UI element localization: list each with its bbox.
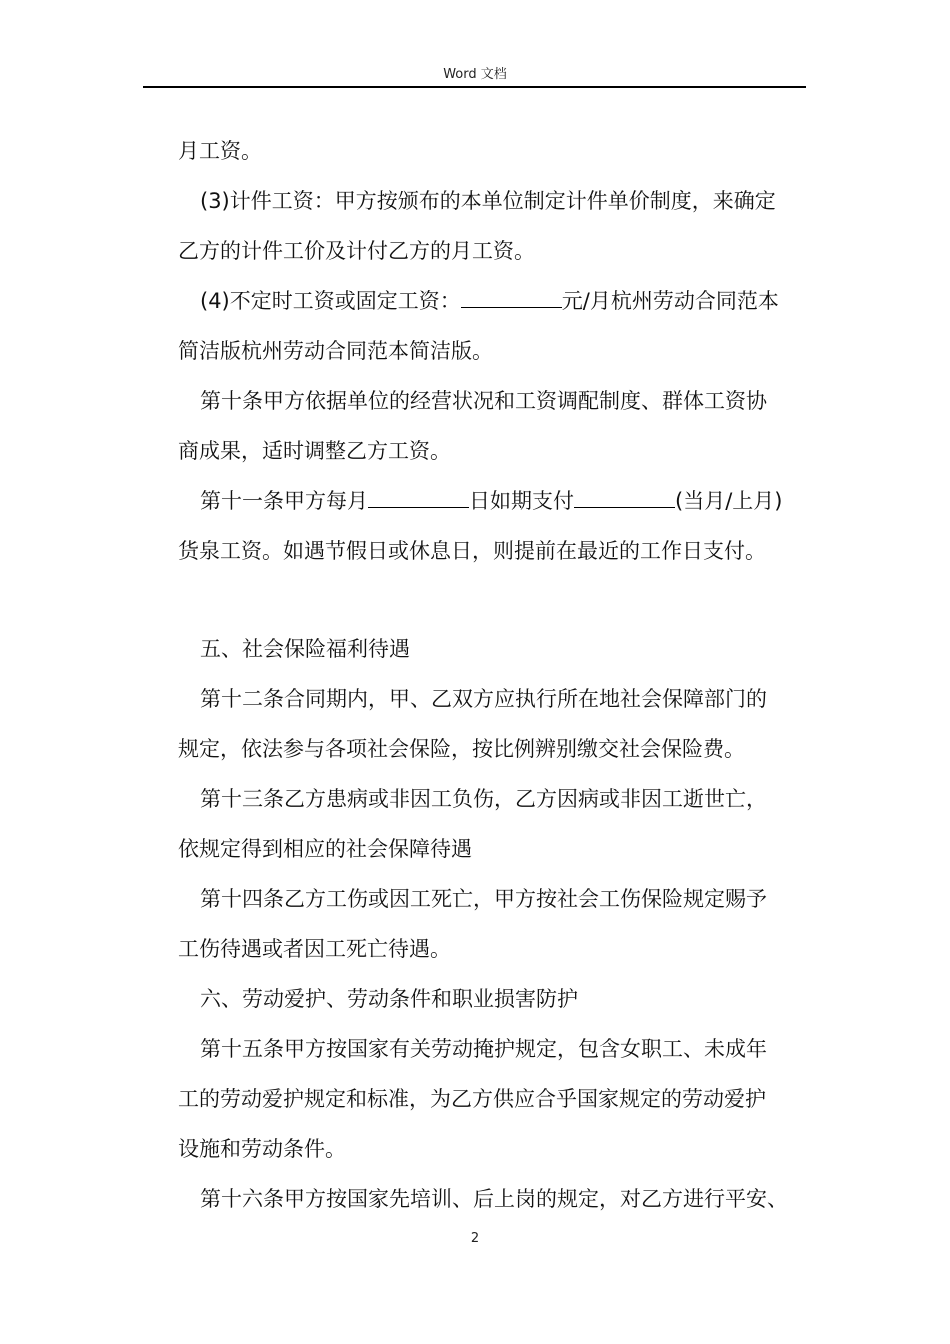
paragraph-line: 第十四条乙方工伤或因工死亡，甲方按社会工伤保险规定赐予 (200, 887, 767, 911)
section-heading: 五、社会保险福利待遇 (200, 637, 410, 661)
paragraph-line: 工伤待遇或者因工死亡待遇。 (178, 937, 451, 961)
paragraph-line: 第十条甲方依据单位的经营状况和工资调配制度、群体工资协 (200, 389, 767, 413)
header-divider (143, 86, 806, 88)
paragraph-line: 第十二条合同期内，甲、乙双方应执行所在地社会保障部门的 (200, 687, 767, 711)
paragraph-line: 设施和劳动条件。 (178, 1137, 346, 1161)
paragraph-line-with-blank (200, 276, 779, 326)
page-header-title: Word 文档 (443, 67, 507, 82)
paragraph-line: 货泉工资。如遇节假日或休息日，则提前在最近的工作日支付。 (178, 539, 766, 563)
paragraph-line: 工的劳动爱护规定和标准，为乙方供应合乎国家规定的劳动爱护 (178, 1087, 766, 1111)
paragraph-text: (当月/上月) (675, 489, 783, 513)
paragraph-line: 乙方的计件工价及计付乙方的月工资。 (178, 239, 535, 263)
fill-in-blank (368, 491, 469, 508)
paragraph-text: 第十一条甲方每月 (200, 489, 368, 513)
fill-in-blank (461, 291, 562, 308)
paragraph-text: 元/月杭州劳动合同范本 (561, 289, 779, 313)
paragraph-line: 月工资。 (178, 139, 262, 163)
paragraph-text: (4)不定时工资或固定工资： (200, 289, 461, 313)
paragraph-line: 简洁版杭州劳动合同范本简洁版。 (178, 339, 493, 363)
paragraph-line: 第十六条甲方按国家先培训、后上岗的规定，对乙方进行平安、 (200, 1187, 788, 1211)
section-heading: 六、劳动爱护、劳动条件和职业损害防护 (200, 987, 578, 1011)
paragraph-line: 依规定得到相应的社会保障待遇 (178, 837, 472, 861)
paragraph-line: 第十五条甲方按国家有关劳动掩护规定，包含女职工、未成年 (200, 1037, 767, 1061)
paragraph-line: 规定，依法参与各项社会保险，按比例辨别缴交社会保险费。 (178, 737, 745, 761)
paragraph-text: 日如期支付 (469, 489, 574, 513)
paragraph-line-with-blank (200, 476, 782, 526)
paragraph-line: (3)计件工资：甲方按颁布的本单位制定计件单价制度，来确定 (200, 189, 776, 213)
paragraph-line: 商成果，适时调整乙方工资。 (178, 439, 451, 463)
fill-in-blank (574, 491, 675, 508)
paragraph-line: 第十三条乙方患病或非因工负伤，乙方因病或非因工逝世亡， (200, 787, 767, 811)
page-number: 2 (470, 1231, 480, 1246)
